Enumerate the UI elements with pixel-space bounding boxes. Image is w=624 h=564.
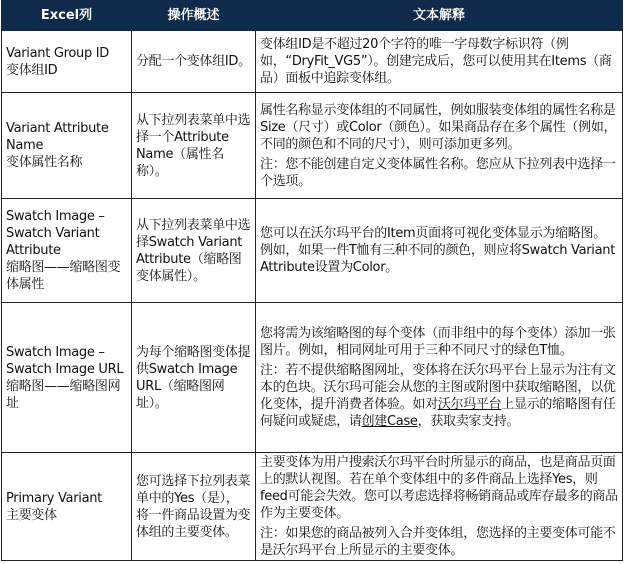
note-text: ，获取卖家支持。	[417, 414, 520, 429]
table-row	[2, 453, 623, 561]
table-row	[2, 31, 623, 93]
column-name-cn: 变体属性名称	[6, 155, 83, 170]
table-row	[2, 303, 623, 453]
walmart-platform-link[interactable]: 沃尔玛平台	[437, 397, 502, 412]
header-row	[2, 1, 623, 31]
action-cell: 从下拉列表菜单中选择一个Attribute Name（属性名称）。	[132, 93, 256, 199]
header-text-explanation: 文本解释	[256, 1, 623, 31]
column-name-cell	[2, 93, 132, 199]
table-row	[2, 199, 623, 303]
column-name-cn: 缩略图——缩略图网址	[6, 378, 121, 411]
column-name-cn: 变体组ID	[6, 62, 58, 78]
explanation-note: 注：如果您的商品被列入合并变体组，您选择的主要变体可能不是沃尔玛平台上所显示的主要变体。	[260, 526, 616, 558]
action-cell: 您可选择下拉列表菜单中的Yes（是），将一件商品设置为变体组的主要变体。	[132, 453, 256, 561]
explanation-text: 属性名称显示变体组的不同属性，例如服装变体组的属性名称是Size（尺寸）或Color（颜色）。如果商品存在多个属性（例如，不同的颜色和不同的尺寸），则可添加更多列。	[260, 102, 617, 152]
note-text: 注：若不提供缩略图网址，变体将在沃尔玛平台上显示为注有文本的色块。沃尔玛可能会从您的主图或附图中获取缩略图，以优化变体，提升消费者体验。如对	[260, 363, 616, 412]
explanation-cell	[256, 199, 623, 303]
action-cell: 分配一个变体组ID。	[132, 31, 256, 93]
column-name-cell	[2, 303, 132, 453]
action-cell: 从下拉列表菜单中选择Swatch Variant Attribute（缩略图变体属性）。	[132, 199, 256, 303]
column-name-cell	[2, 453, 132, 561]
header-excel-column: Excel列	[2, 1, 132, 31]
explanation-note: 注：您不能创建自定义变体属性名称。您应从下拉列表中选择一个选项。	[260, 156, 616, 189]
column-name-cn: 主要变体	[6, 507, 57, 523]
create-case-link[interactable]: 创建Case	[361, 414, 418, 429]
column-name: Swatch Image – Swatch Variant Attribute	[6, 209, 105, 258]
note-text: 上显示的缩略图有任何疑问或疑虑，请	[260, 397, 616, 429]
table-row	[2, 93, 623, 199]
column-name: Primary Variant	[6, 490, 102, 506]
explanation-text: 您将需为该缩略图的每个变体（而非组中的每个变体）添加一张图片。例如，相同网址可用于三种不同尺寸的绿色T恤。	[260, 326, 616, 358]
explanation-cell	[256, 31, 623, 93]
explanation-cell	[256, 303, 623, 453]
explanation-note	[260, 362, 618, 430]
explanation-cell	[256, 453, 623, 561]
column-name: Variant Group ID	[6, 45, 109, 61]
explanation-cell	[256, 93, 623, 199]
explanation-text: 主要变体为用户搜索沃尔玛平台时所显示的商品，也是商品页面上的默认视图。若在单个变体组中的多件商品上选择Yes，则feed可能会失效。您可以考虑选择将畅销商品或库存最多的商品作为主要变体。	[260, 455, 618, 521]
column-name-cell	[2, 31, 132, 93]
column-name: Swatch Image – Swatch Image URL	[6, 344, 124, 377]
excel-column-table	[1, 0, 623, 561]
column-name: Variant Attribute Name	[6, 121, 109, 153]
explanation-text: 变体组ID是不超过20个字符的唯一字母数字标识符（例如，“DryFit_VG5”）。创建完成后，您可以使用其在Items（商品）面板中追踪变体组。	[260, 37, 612, 86]
explanation-text: 您可以在沃尔玛平台的Item页面将可视化变体显示为缩略图。例如，如果一件T恤有三种不同的颜色，则应将Swatch Variant Attribute设置为Color。	[260, 226, 616, 275]
action-cell: 为每个缩略图变体提供Swatch Image URL（缩略图网址）。	[132, 303, 256, 453]
column-name-cn: 缩略图——缩略图变体属性	[6, 260, 121, 292]
column-name-cell	[2, 199, 132, 303]
header-action-summary: 操作概述	[132, 1, 256, 31]
